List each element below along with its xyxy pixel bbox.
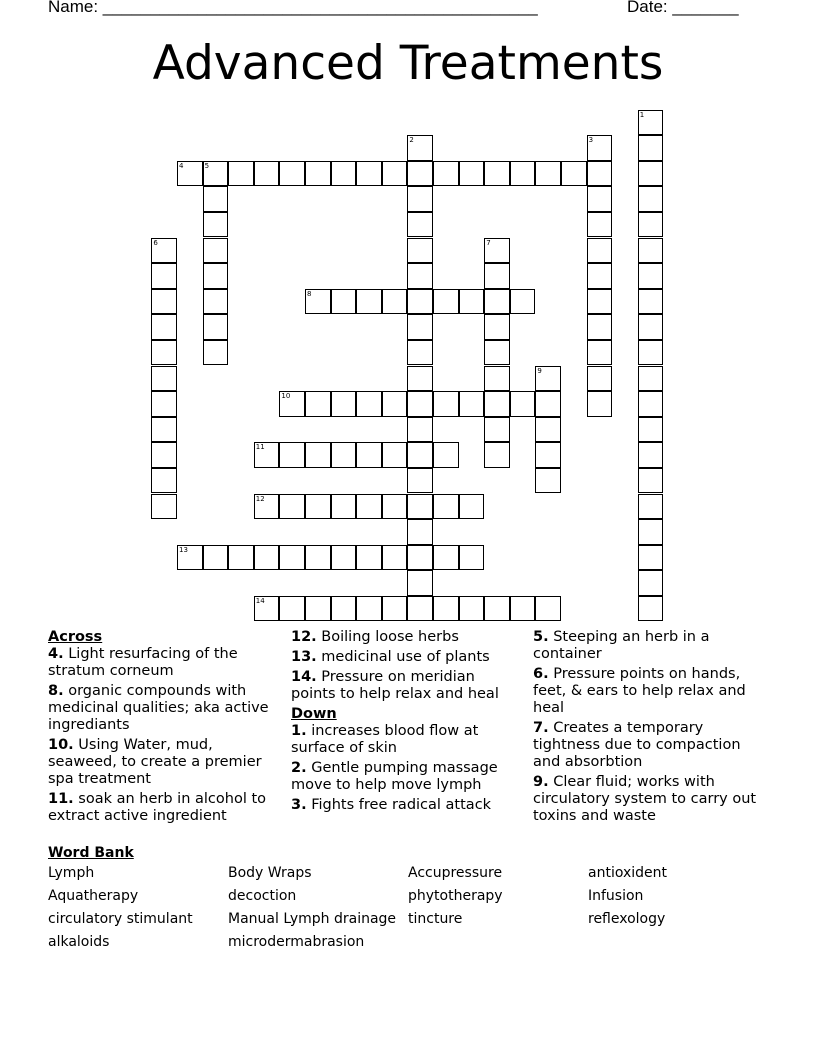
crossword-cell[interactable] — [407, 519, 433, 545]
crossword-cell[interactable] — [535, 417, 561, 443]
clue-down-9 — [533, 774, 769, 825]
crossword-cell[interactable] — [561, 161, 587, 187]
crossword-cell[interactable] — [203, 289, 229, 315]
crossword-cell[interactable] — [638, 545, 664, 571]
word-bank-title: Word Bank — [48, 845, 134, 861]
word-bank-item: alkaloids — [48, 934, 110, 950]
crossword-cell[interactable] — [356, 545, 382, 571]
crossword-cell[interactable] — [433, 596, 459, 622]
clue-number: 7. — [533, 720, 549, 736]
clue-text: Gentle pumping massage move to help move lymph — [291, 760, 498, 793]
clue-text: increases blood flow at surface of skin — [291, 723, 479, 756]
crossword-cell[interactable] — [331, 442, 357, 468]
crossword-cell[interactable] — [535, 468, 561, 494]
clue-down-5 — [533, 629, 769, 663]
clue-number: 14. — [291, 669, 317, 685]
clue-number-label: 1 — [639, 110, 645, 119]
crossword-cell[interactable] — [151, 366, 177, 392]
crossword-cell[interactable] — [407, 263, 433, 289]
clue-down-6 — [533, 666, 769, 717]
clue-number-label: 10 — [281, 392, 291, 401]
crossword-cell[interactable] — [638, 596, 664, 622]
crossword-cell[interactable] — [305, 596, 331, 622]
crossword-cell[interactable] — [433, 161, 459, 187]
crossword-cell[interactable] — [484, 417, 510, 443]
crossword-cell[interactable] — [433, 391, 459, 417]
word-bank-item: Lymph — [48, 865, 95, 881]
word-bank-item: reflexology — [588, 911, 666, 927]
crossword-cell[interactable] — [587, 314, 613, 340]
crossword-cell[interactable] — [203, 212, 229, 238]
crossword-cell[interactable] — [382, 494, 408, 520]
crossword-cell[interactable] — [587, 186, 613, 212]
crossword-cell[interactable] — [484, 289, 510, 315]
clue-number-label: 11 — [255, 443, 265, 452]
crossword-cell[interactable] — [254, 545, 280, 571]
word-bank-item: decoction — [228, 888, 297, 904]
page-title: Advanced Treatments — [152, 36, 664, 91]
crossword-cell[interactable] — [459, 161, 485, 187]
word-bank-item: Body Wraps — [228, 865, 312, 881]
crossword-cell[interactable] — [305, 545, 331, 571]
crossword-cell[interactable] — [459, 289, 485, 315]
crossword-cell[interactable] — [587, 161, 613, 187]
crossword-cell[interactable] — [407, 596, 433, 622]
crossword-cell[interactable] — [407, 161, 433, 187]
word-bank-item: Aquatherapy — [48, 888, 139, 904]
crossword-cell[interactable] — [638, 570, 664, 596]
word-bank-item: tincture — [408, 911, 463, 927]
crossword-cell[interactable] — [484, 391, 510, 417]
crossword-cell[interactable] — [151, 494, 177, 520]
clue-across-12 — [291, 629, 523, 646]
clue-number-label: 7 — [486, 238, 491, 247]
crossword-cell[interactable] — [459, 596, 485, 622]
crossword-cell[interactable] — [638, 494, 664, 520]
clue-text: Light resurfacing of the stratum corneum — [48, 646, 238, 679]
crossword-cell[interactable] — [356, 596, 382, 622]
crossword-cell[interactable] — [407, 468, 433, 494]
crossword-cell[interactable] — [305, 161, 331, 187]
crossword-cell[interactable] — [510, 596, 536, 622]
crossword-cell[interactable] — [484, 340, 510, 366]
clue-number: 11. — [48, 791, 74, 807]
crossword-cell[interactable] — [433, 289, 459, 315]
clue-across-10 — [48, 737, 284, 788]
crossword-cell[interactable] — [638, 289, 664, 315]
date-field-label[interactable]: Date: _______ — [627, 0, 739, 16]
clue-number: 8. — [48, 683, 64, 699]
crossword-cell[interactable] — [151, 340, 177, 366]
crossword-cell[interactable] — [587, 289, 613, 315]
crossword-cell[interactable] — [484, 263, 510, 289]
crossword-cell[interactable] — [382, 442, 408, 468]
crossword-cell[interactable] — [433, 545, 459, 571]
crossword-cell[interactable] — [587, 391, 613, 417]
crossword-cell[interactable] — [331, 161, 357, 187]
across-heading: Across — [48, 629, 103, 645]
clue-number: 4. — [48, 646, 64, 662]
clue-number-label: 13 — [179, 545, 188, 554]
clue-text: Steeping an herb in a container — [533, 629, 710, 662]
crossword-cell[interactable] — [254, 161, 280, 187]
clue-number-label: 14 — [255, 596, 265, 605]
crossword-cell[interactable] — [407, 442, 433, 468]
crossword-cell[interactable] — [331, 391, 357, 417]
crossword-cell[interactable] — [151, 391, 177, 417]
crossword-cell[interactable] — [407, 186, 433, 212]
crossword-cell[interactable] — [638, 468, 664, 494]
crossword-cell[interactable] — [407, 545, 433, 571]
crossword-cell[interactable] — [459, 494, 485, 520]
crossword-cell[interactable] — [356, 289, 382, 315]
clue-text: Pressure on meridian points to help relax and heal — [291, 669, 499, 702]
crossword-cell[interactable] — [279, 494, 305, 520]
crossword-cell[interactable] — [356, 391, 382, 417]
clue-number: 3. — [291, 797, 307, 813]
crossword-cell[interactable] — [407, 314, 433, 340]
crossword-cell[interactable] — [638, 519, 664, 545]
crossword-cell[interactable] — [203, 314, 229, 340]
crossword-cell[interactable] — [331, 289, 357, 315]
clue-number: 13. — [291, 649, 317, 665]
crossword-cell[interactable] — [228, 161, 254, 187]
crossword-cell[interactable] — [484, 314, 510, 340]
clue-text: Pressure points on hands, feet, & ears to help relax and heal — [533, 666, 746, 716]
crossword-cell[interactable] — [203, 238, 229, 264]
crossword-cell[interactable] — [305, 391, 331, 417]
clue-text: Fights free radical attack — [311, 797, 492, 813]
crossword-cell[interactable] — [433, 442, 459, 468]
crossword-cell[interactable] — [510, 289, 536, 315]
word-bank-item: Infusion — [588, 888, 644, 904]
crossword-cell[interactable] — [382, 596, 408, 622]
crossword-cell[interactable] — [638, 212, 664, 238]
crossword-cell[interactable] — [151, 442, 177, 468]
crossword-cell[interactable] — [433, 494, 459, 520]
crossword-cell[interactable] — [228, 545, 254, 571]
clues-column-3 — [533, 629, 769, 828]
crossword-cell[interactable] — [484, 366, 510, 392]
crossword-cell[interactable] — [151, 417, 177, 443]
clue-number-label: 5 — [204, 161, 210, 170]
crossword-cell[interactable] — [510, 161, 536, 187]
clue-number: 6. — [533, 666, 549, 682]
crossword-cell[interactable] — [587, 263, 613, 289]
down-heading: Down — [291, 706, 337, 722]
crossword-cell[interactable] — [484, 442, 510, 468]
clue-across-13 — [291, 649, 523, 666]
clues-column-2 — [291, 629, 523, 817]
clue-number-label: 12 — [255, 494, 265, 503]
crossword-cell[interactable] — [407, 417, 433, 443]
crossword-cell[interactable] — [638, 442, 664, 468]
crossword-cell[interactable] — [638, 263, 664, 289]
crossword-cell[interactable] — [356, 161, 382, 187]
clue-number: 5. — [533, 629, 549, 645]
crossword-cell[interactable] — [407, 340, 433, 366]
crossword-cell[interactable] — [535, 391, 561, 417]
clue-number: 12. — [291, 629, 317, 645]
crossword-cell[interactable] — [407, 570, 433, 596]
crossword-cell[interactable] — [587, 340, 613, 366]
crossword-cell[interactable] — [382, 391, 408, 417]
crossword-cell[interactable] — [331, 545, 357, 571]
crossword-cell[interactable] — [407, 238, 433, 264]
crossword-cell[interactable] — [407, 494, 433, 520]
crossword-cell[interactable] — [279, 161, 305, 187]
crossword-cell[interactable] — [203, 545, 229, 571]
crossword-cell[interactable] — [382, 161, 408, 187]
crossword-cell[interactable] — [305, 442, 331, 468]
crossword-cell[interactable] — [638, 161, 664, 187]
clue-text: Clear fluid; works with circulatory system to carry out toxins and waste — [533, 774, 757, 824]
crossword-cell[interactable] — [638, 186, 664, 212]
crossword-cell[interactable] — [638, 366, 664, 392]
name-field-label[interactable]: Name: ______________________________________________ — [48, 0, 538, 16]
clue-number-label: 4 — [179, 161, 184, 170]
clue-across-11 — [48, 791, 284, 825]
crossword-cell[interactable] — [638, 417, 664, 443]
clue-number-label: 9 — [537, 366, 542, 375]
crossword-cell[interactable] — [587, 238, 613, 264]
clue-across-4 — [48, 646, 284, 680]
clue-number-label: 3 — [588, 136, 594, 145]
crossword-cell[interactable] — [151, 263, 177, 289]
crossword-cell[interactable] — [535, 161, 561, 187]
crossword-cell[interactable] — [407, 391, 433, 417]
crossword-cell[interactable] — [638, 314, 664, 340]
crossword-cell[interactable] — [382, 545, 408, 571]
crossword-cell[interactable] — [331, 596, 357, 622]
clue-number-label: 8 — [307, 289, 312, 298]
crossword-cell[interactable] — [279, 545, 305, 571]
crossword-cell[interactable] — [203, 340, 229, 366]
crossword-cell[interactable] — [203, 186, 229, 212]
crossword-cell[interactable] — [459, 391, 485, 417]
crossword-cell[interactable] — [407, 289, 433, 315]
crossword-cell[interactable] — [587, 366, 613, 392]
clue-number: 1. — [291, 723, 307, 739]
clue-text: Using Water, mud, seaweed, to create a premier spa treatment — [48, 737, 262, 787]
clue-text: Creates a temporary tightness due to compaction and absorbtion — [533, 720, 741, 770]
clues-column-1 — [48, 629, 284, 828]
crossword-cell[interactable] — [279, 442, 305, 468]
crossword-cell[interactable] — [356, 494, 382, 520]
crossword-cell[interactable] — [356, 442, 382, 468]
word-bank-grid — [48, 864, 768, 952]
crossword-cell[interactable] — [151, 289, 177, 315]
word-bank-item: circulatory stimulant — [48, 911, 193, 927]
word-bank-item: Accupressure — [408, 865, 503, 881]
crossword-cell[interactable] — [535, 442, 561, 468]
crossword-cell[interactable] — [407, 212, 433, 238]
clue-number: 2. — [291, 760, 307, 776]
clue-down-7 — [533, 720, 769, 771]
crossword-cell[interactable] — [459, 545, 485, 571]
crossword-cell[interactable] — [279, 596, 305, 622]
clue-down-1 — [291, 723, 523, 757]
crossword-cell[interactable] — [510, 391, 536, 417]
word-bank-item: phytotherapy — [408, 888, 503, 904]
crossword-cell[interactable] — [484, 596, 510, 622]
clue-across-8 — [48, 683, 284, 734]
crossword-cell[interactable] — [407, 366, 433, 392]
crossword-cell[interactable] — [203, 263, 229, 289]
crossword-cell[interactable] — [151, 468, 177, 494]
word-bank-item: microdermabrasion — [228, 934, 365, 950]
clue-text: organic compounds with medicinal qualities; aka active ingrediants — [48, 683, 269, 733]
crossword-cell[interactable] — [638, 135, 664, 161]
crossword-cell[interactable] — [331, 494, 357, 520]
clue-number: 10. — [48, 737, 74, 753]
crossword-cell[interactable] — [638, 340, 664, 366]
crossword-cell[interactable] — [151, 314, 177, 340]
crossword-cell[interactable] — [587, 212, 613, 238]
clue-number-label: 6 — [153, 238, 158, 247]
word-bank-item: antioxident — [588, 865, 668, 881]
crossword-cell[interactable] — [305, 494, 331, 520]
word-bank — [48, 845, 768, 952]
word-bank-item: Manual Lymph drainage — [228, 911, 397, 927]
clue-down-2 — [291, 760, 523, 794]
crossword-cell[interactable] — [535, 596, 561, 622]
crossword-cell[interactable] — [382, 289, 408, 315]
clue-text: Boiling loose herbs — [321, 629, 459, 645]
clue-text: medicinal use of plants — [321, 649, 490, 665]
crossword-cell[interactable] — [638, 238, 664, 264]
clue-number-label: 2 — [409, 136, 414, 145]
crossword-cell[interactable] — [638, 391, 664, 417]
clue-number: 9. — [533, 774, 549, 790]
clue-down-3 — [291, 797, 523, 814]
crossword-cell[interactable] — [484, 161, 510, 187]
clue-across-14 — [291, 669, 523, 703]
clue-text: soak an herb in alcohol to extract active ingredient — [48, 791, 267, 824]
